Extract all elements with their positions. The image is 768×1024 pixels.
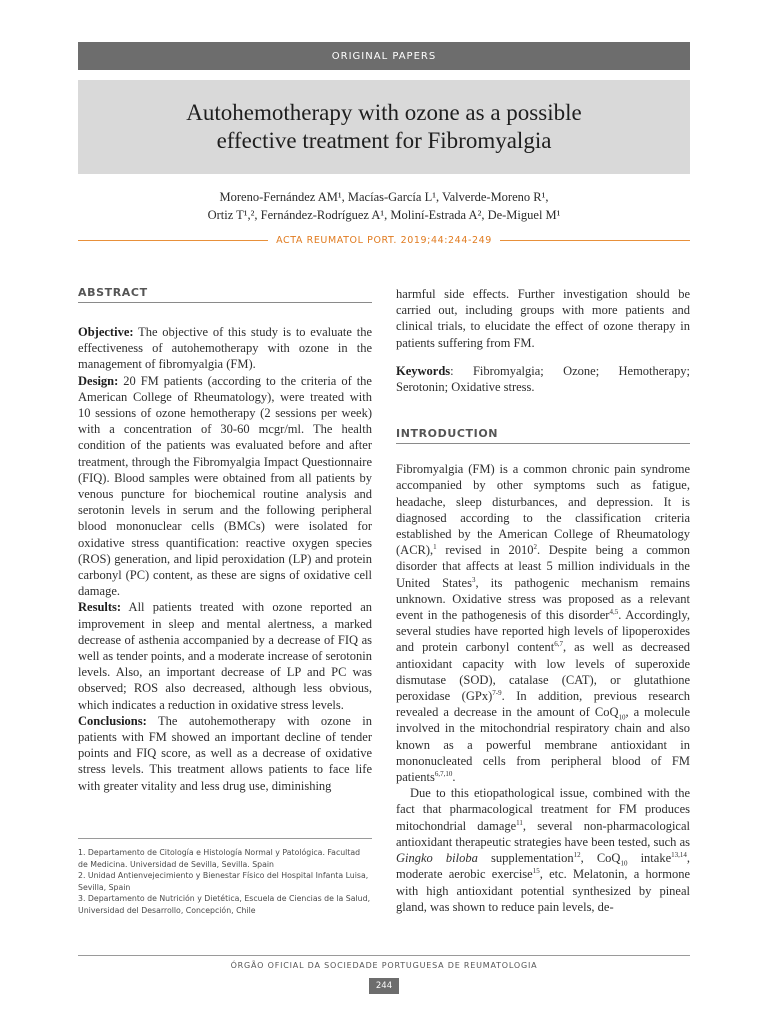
intro-paragraph-1: Fibromyalgia (FM) is a common chronic pain syndrome accompanied by other symptoms such as fatigue, headache, sleep disturbances, and depression. It is diagnosed according to the classification criteria established by the American College of Rheumatology (ACR),$^1$ revised in 2010$^2$. Despite being a common disorder that affects at least 5 million individuals in the United States$^3$, its pathogenic mechanism remains unknown. Oxidative stress was proposed as a relevant event in the pathogenesis of this disorder$^{4,5}$. Accordingly, several studies have reported high levels of lipoperoxides and protein carbonyl content$^{6,7}$, as well as decreased antioxidant capacity with low levels of superoxide dismutase (SOD), catalase (CAT), or glutathione peroxidase (GPx)$^{7-9}$. In addition, previous research revealed a decrease in the amount of CoQ$_{10}$, a molecule involved in the mitochondrial respiratory chain and also known as a powerful membrane antioxidant in mononucleated cells from peripheral blood of FM patients$^{6,7,10}$.: [396, 462, 691, 785]
design-label: Design:: [78, 373, 119, 388]
footnote-3: 3. Departamento de Nutrición y Dietética, Escuela de Ciencias de la Salud, Universidad del Desarrollo, Concepción, Chile: [78, 894, 371, 915]
footer-society: ÓRGÃO OFICIAL DA SOCIEDADE PORTUGUESA DE REUMATOLOGIA: [230, 961, 538, 970]
ref-superscript: 3: [471, 575, 476, 584]
keywords-text: : Fibromyalgia; Ozone; Hemotherapy; Serotonin; Oxidative stress.: [396, 363, 690, 395]
citation-rule-right: [500, 240, 690, 241]
authors-line-1: Moreno-Fernández AM¹, Macías-García L¹, Valverde-Moreno R¹,: [219, 190, 549, 204]
abstract-conclusions: [78, 713, 372, 794]
footnote-2: 2. Unidad Antienvejecimiento y Bienestar Físico del Hospital Infanta Luisa, Sevilla, Spain: [78, 871, 369, 892]
ref-superscript: 6,7,10: [434, 769, 453, 778]
abstract-heading: ABSTRACT: [78, 286, 372, 303]
right-column: [396, 286, 690, 915]
design-text: 20 FM patients (according to the criteria of the American College of Rheumatology), were treated with 10 sessions of ozone hemotherapy (2 sessions per week) with a concentration of 30-60 mcgr/ml. The health condition of the patients was evaluated before and after treatment, through the Fibromyalgia Impact Questionnaire (FIQ). Blood samples were obtained from all patients by venous puncture for biochemical routine analysis and serotonin levels in serum and the following peripheral blood mononuclear cells (BMCs) were isolated for oxidative stress quantification: reactive oxygen species (ROS) generation, and lipid peroxidation (LP) and protein carbonyl (PC) content, as these are signs of oxidative cell damage.: [78, 373, 372, 599]
section-banner: [78, 42, 690, 70]
ref-superscript: 7-9: [492, 688, 502, 697]
ref-superscript: 6,7: [554, 640, 563, 649]
objective-label: Objective:: [78, 325, 134, 339]
ref-superscript: 2: [533, 543, 537, 552]
ref-superscript: 15: [532, 867, 540, 876]
results-label: Results:: [78, 600, 122, 615]
ref-superscript: 12: [573, 850, 581, 859]
conclusions-label: Conclusions:: [78, 713, 147, 728]
ref-superscript: 1: [433, 543, 437, 552]
ref-superscript: 4,5: [609, 607, 619, 616]
footnote-1: 1. Departamento de Citología e Histología Normal y Patológica. Facultad de Medicina. Universidad de Sevilla, Sevilla. Spain: [78, 848, 361, 869]
footer-divider: [78, 955, 690, 956]
abstract-continued: harmful side effects. Further investigation should be carried out, including groups with more patients and clinical trials, to elucidate the effect of ozone therapy in patients suffering from FM.: [396, 287, 690, 350]
title-box: [78, 80, 690, 174]
affiliation-footnotes: [78, 838, 372, 916]
introduction-heading: INTRODUCTION: [396, 427, 690, 444]
abstract-objective: [78, 324, 372, 373]
species-name: Gingko biloba: [396, 851, 478, 866]
subscript: 10: [620, 859, 628, 868]
citation-rule-left: [78, 240, 268, 241]
section-label: ORIGINAL PAPERS: [331, 50, 437, 62]
intro-paragraph-2: Due to this etiopathological issue, combined with the fact that pharmacological treatment for FM produces mitochondrial damage$^{11}$, several non-pharmacological antioxidant therapeutic strategies have been tested, such as Gingko biloba supplementation$^{12}$, CoQ$_{10}$ intake$^{13,14}$, moderate aerobic exercise$^{15}$, etc. Melatonin, a hormone with high antioxidant potential synthesized by pineal gland, was shown to reduce pain levels, de-: [396, 786, 690, 914]
objective-text: The objective of this study is to evaluate the effectiveness of autohemotherapy with ozone in the management of fibromyalgia (FM).: [78, 325, 372, 372]
keywords-label: Keywords: [396, 363, 451, 378]
conclusions-text: The autohemotherapy with ozone in patients with FM showed an important decline of tender points and FIQ score, as well as a decrease of oxidative stress levels. This treatment allows patients to face life with greater vitality and less drug use, diminishing: [78, 713, 372, 793]
ref-superscript: 11: [516, 818, 523, 827]
left-column: [78, 286, 372, 794]
subscript: 10: [618, 713, 626, 722]
keywords: [396, 363, 690, 395]
abstract-design: [78, 373, 372, 600]
page-number: 244: [369, 978, 399, 994]
abstract-results: [78, 599, 372, 712]
journal-citation: ACTA REUMATOL PORT. 2019;44:244-249: [276, 234, 492, 246]
results-text: All patients treated with ozone reported an improvement in sleep and mental alertness, a marked decrease of asthenia accompanied by a decrease of FIQ as well as tender points, and a moderate increase of serotonin levels. Also, an important decrease of LP and PC was observed; ROS also decreased, although less obvious, which indicates a reduction in oxidative stress levels.: [78, 600, 372, 712]
article-title: Autohemotherapy with ozone as a possible effective treatment for Fibromyalgia: [186, 100, 582, 153]
author-list: [78, 188, 690, 224]
ref-superscript: 13,14: [671, 850, 687, 859]
authors-line-2: Ortiz T¹,², Fernández-Rodríguez A¹, Moliní-Estrada A², De-Miguel M¹: [207, 208, 561, 222]
citation-row: [78, 233, 690, 247]
